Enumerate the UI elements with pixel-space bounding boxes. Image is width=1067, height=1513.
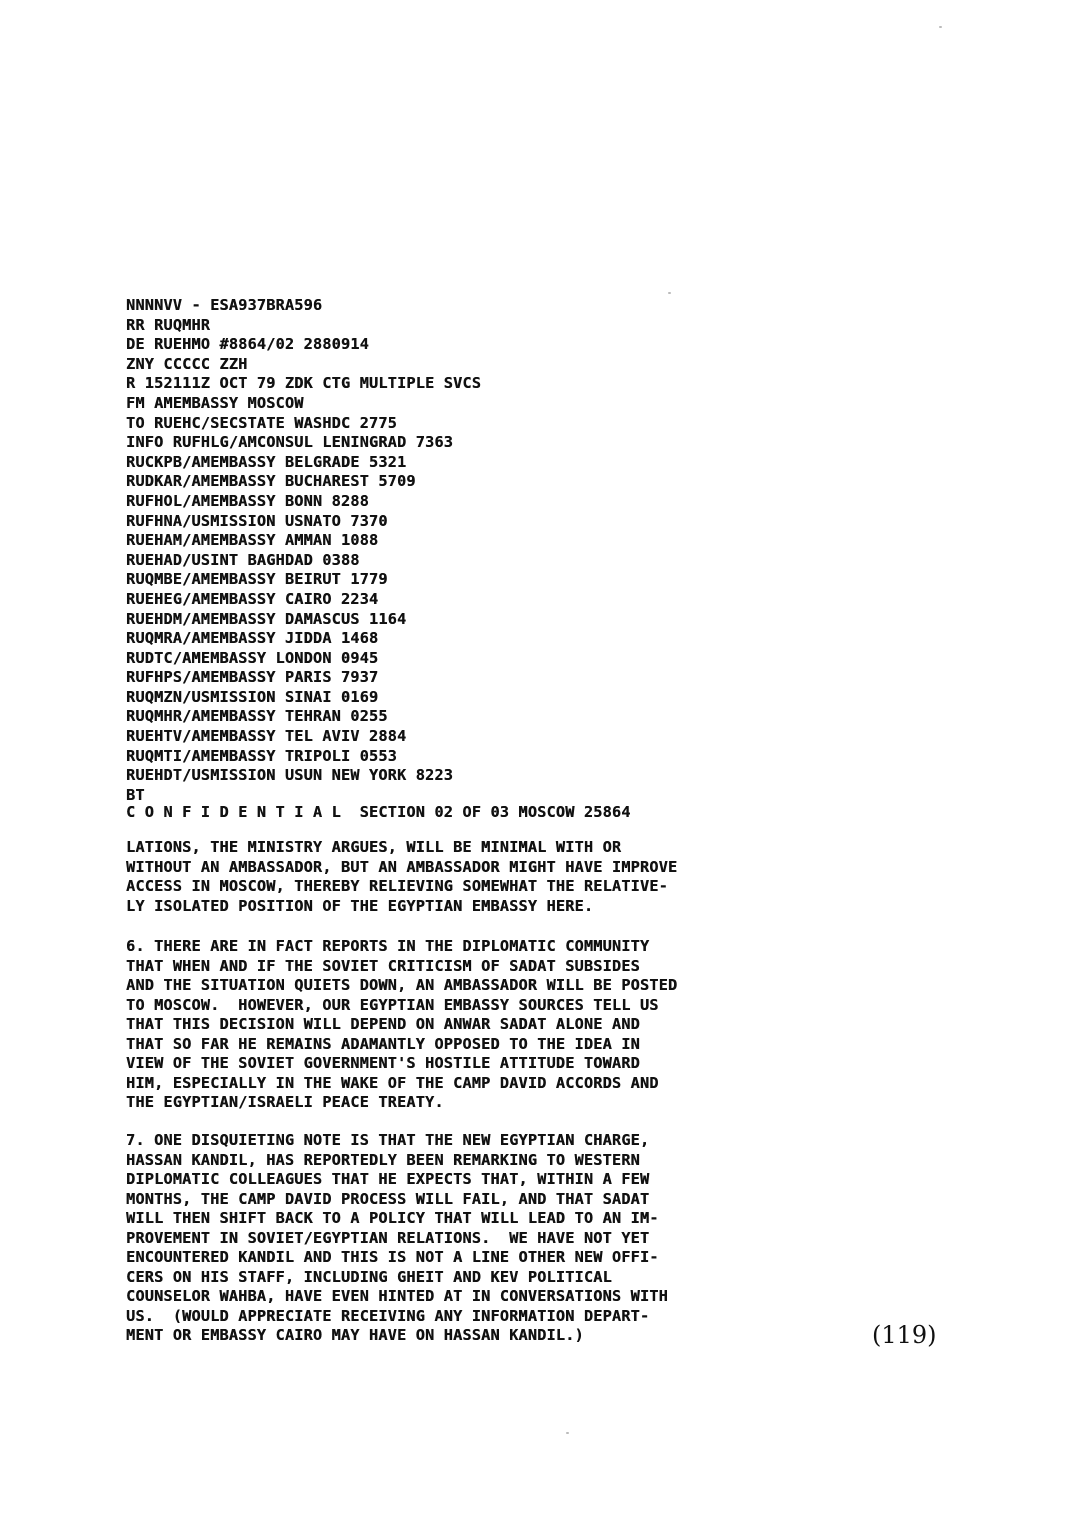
paragraph-line: THAT WHEN AND IF THE SOVIET CRITICISM OF SADAT SUBSIDES bbox=[126, 956, 640, 975]
paragraph-line: THAT SO FAR HE REMAINS ADAMANTLY OPPOSED TO THE IDEA IN bbox=[126, 1034, 640, 1053]
header-line: RUFHNA/USMISSION USNATO 7370 bbox=[126, 511, 388, 530]
header-line: RUDTC/AMEMBASSY LONDON 0945 bbox=[126, 648, 379, 667]
paragraph-line: 7. ONE DISQUIETING NOTE IS THAT THE NEW EGYPTIAN CHARGE, bbox=[126, 1131, 650, 1149]
header-line: RUEHDT/USMISSION USUN NEW YORK 8223 bbox=[126, 766, 454, 785]
paragraph-line: WILL THEN SHIFT BACK TO A POLICY THAT WILL LEAD TO AN IM- bbox=[126, 1209, 659, 1227]
paragraph-line: TO MOSCOW. HOWEVER, OUR EGYPTIAN EMBASSY SOURCES TELL US bbox=[126, 995, 659, 1014]
paragraph-line: ENCOUNTERED KANDIL AND THIS IS NOT A LINE OTHER NEW OFFI- bbox=[126, 1248, 659, 1266]
header-line: TO RUEHC/SECSTATE WASHDC 2775 bbox=[126, 413, 397, 432]
paragraph-line: LY ISOLATED POSITION OF THE EGYPTIAN EMBASSY HERE. bbox=[126, 896, 594, 915]
paragraph-line: COUNSELOR WAHBA, HAVE EVEN HINTED AT IN CONVERSATIONS WITH bbox=[126, 1287, 668, 1305]
header-line: RUEHDM/AMEMBASSY DAMASCUS 1164 bbox=[126, 609, 407, 628]
paragraph-continuation bbox=[126, 838, 846, 916]
cable-routing-header bbox=[126, 296, 846, 805]
header-line: FM AMEMBASSY MOSCOW bbox=[126, 393, 304, 412]
classification-line: C O N F I D E N T I A L SECTION 02 OF 03 MOSCOW 25864 bbox=[126, 803, 631, 821]
header-line: RUEHAD/USINT BAGHDAD 0388 bbox=[126, 550, 360, 569]
header-line: BT bbox=[126, 785, 145, 804]
header-line: RR RUQMHR bbox=[126, 315, 211, 334]
header-line: ZNY CCCCC ZZH bbox=[126, 354, 248, 373]
paragraph-7 bbox=[126, 1131, 846, 1346]
paragraph-line: THAT THIS DECISION WILL DEPEND ON ANWAR SADAT ALONE AND bbox=[126, 1015, 640, 1033]
scan-speck bbox=[939, 26, 942, 28]
header-line: RUDKAR/AMEMBASSY BUCHAREST 5709 bbox=[126, 472, 416, 491]
paragraph-line: CERS ON HIS STAFF, INCLUDING GHEIT AND KEV POLITICAL bbox=[126, 1267, 612, 1286]
paragraph-line: WITHOUT AN AMBASSADOR, BUT AN AMBASSADOR MIGHT HAVE IMPROVE bbox=[126, 857, 678, 876]
header-line: RUQMBE/AMEMBASSY BEIRUT 1779 bbox=[126, 570, 388, 589]
header-line: NNNNVV - ESA937BRA596 bbox=[126, 296, 323, 314]
paragraph-line: VIEW OF THE SOVIET GOVERNMENT'S HOSTILE ATTITUDE TOWARD bbox=[126, 1054, 640, 1072]
header-line: RUQMZN/USMISSION SINAI 0169 bbox=[126, 687, 379, 706]
page-number: (119) bbox=[872, 1321, 937, 1349]
paragraph-line: MENT OR EMBASSY CAIRO MAY HAVE ON HASSAN KANDIL.) bbox=[126, 1326, 584, 1344]
paragraph-line: MONTHS, THE CAMP DAVID PROCESS WILL FAIL, AND THAT SADAT bbox=[126, 1189, 650, 1208]
paragraph-line: DIPLOMATIC COLLEAGUES THAT HE EXPECTS THAT, WITHIN A FEW bbox=[126, 1170, 650, 1188]
paragraph-line: 6. THERE ARE IN FACT REPORTS IN THE DIPLOMATIC COMMUNITY bbox=[126, 937, 650, 955]
scan-speck bbox=[566, 1432, 569, 1434]
paragraph-line: THE EGYPTIAN/ISRAELI PEACE TREATY. bbox=[126, 1093, 444, 1111]
header-line: RUQMTI/AMEMBASSY TRIPOLI 0553 bbox=[126, 746, 397, 765]
header-line: R 152111Z OCT 79 ZDK CTG MULTIPLE SVCS bbox=[126, 374, 482, 393]
scan-speck bbox=[668, 292, 671, 294]
paragraph-line: HASSAN KANDIL, HAS REPORTEDLY BEEN REMARKING TO WESTERN bbox=[126, 1150, 640, 1169]
paragraph-line: ACCESS IN MOSCOW, THEREBY RELIEVING SOMEWHAT THE RELATIVE- bbox=[126, 877, 668, 895]
header-line: RUCKPB/AMEMBASSY BELGRADE 5321 bbox=[126, 452, 407, 471]
header-line: RUFHPS/AMEMBASSY PARIS 7937 bbox=[126, 668, 379, 687]
paragraph-6 bbox=[126, 937, 846, 1113]
header-line: RUQMRA/AMEMBASSY JIDDA 1468 bbox=[126, 629, 379, 648]
header-line: DE RUEHMO #8864/02 2880914 bbox=[126, 335, 369, 354]
paragraph-line: LATIONS, THE MINISTRY ARGUES, WILL BE MINIMAL WITH OR bbox=[126, 838, 622, 856]
paragraph-line: AND THE SITUATION QUIETS DOWN, AN AMBASSADOR WILL BE POSTED bbox=[126, 976, 678, 994]
header-line: RUFHOL/AMEMBASSY BONN 8288 bbox=[126, 491, 369, 510]
header-line: RUEHAM/AMEMBASSY AMMAN 1088 bbox=[126, 531, 379, 550]
paragraph-line: US. (WOULD APPRECIATE RECEIVING ANY INFORMATION DEPART- bbox=[126, 1306, 650, 1325]
paragraph-line: PROVEMENT IN SOVIET/EGYPTIAN RELATIONS. WE HAVE NOT YET bbox=[126, 1228, 650, 1247]
header-line: RUQMHR/AMEMBASSY TEHRAN 0255 bbox=[126, 707, 388, 726]
header-line: RUEHEG/AMEMBASSY CAIRO 2234 bbox=[126, 589, 379, 608]
header-line: RUEHTV/AMEMBASSY TEL AVIV 2884 bbox=[126, 727, 407, 746]
paragraph-line: HIM, ESPECIALLY IN THE WAKE OF THE CAMP DAVID ACCORDS AND bbox=[126, 1073, 659, 1092]
header-line: INFO RUFHLG/AMCONSUL LENINGRAD 7363 bbox=[126, 433, 454, 452]
